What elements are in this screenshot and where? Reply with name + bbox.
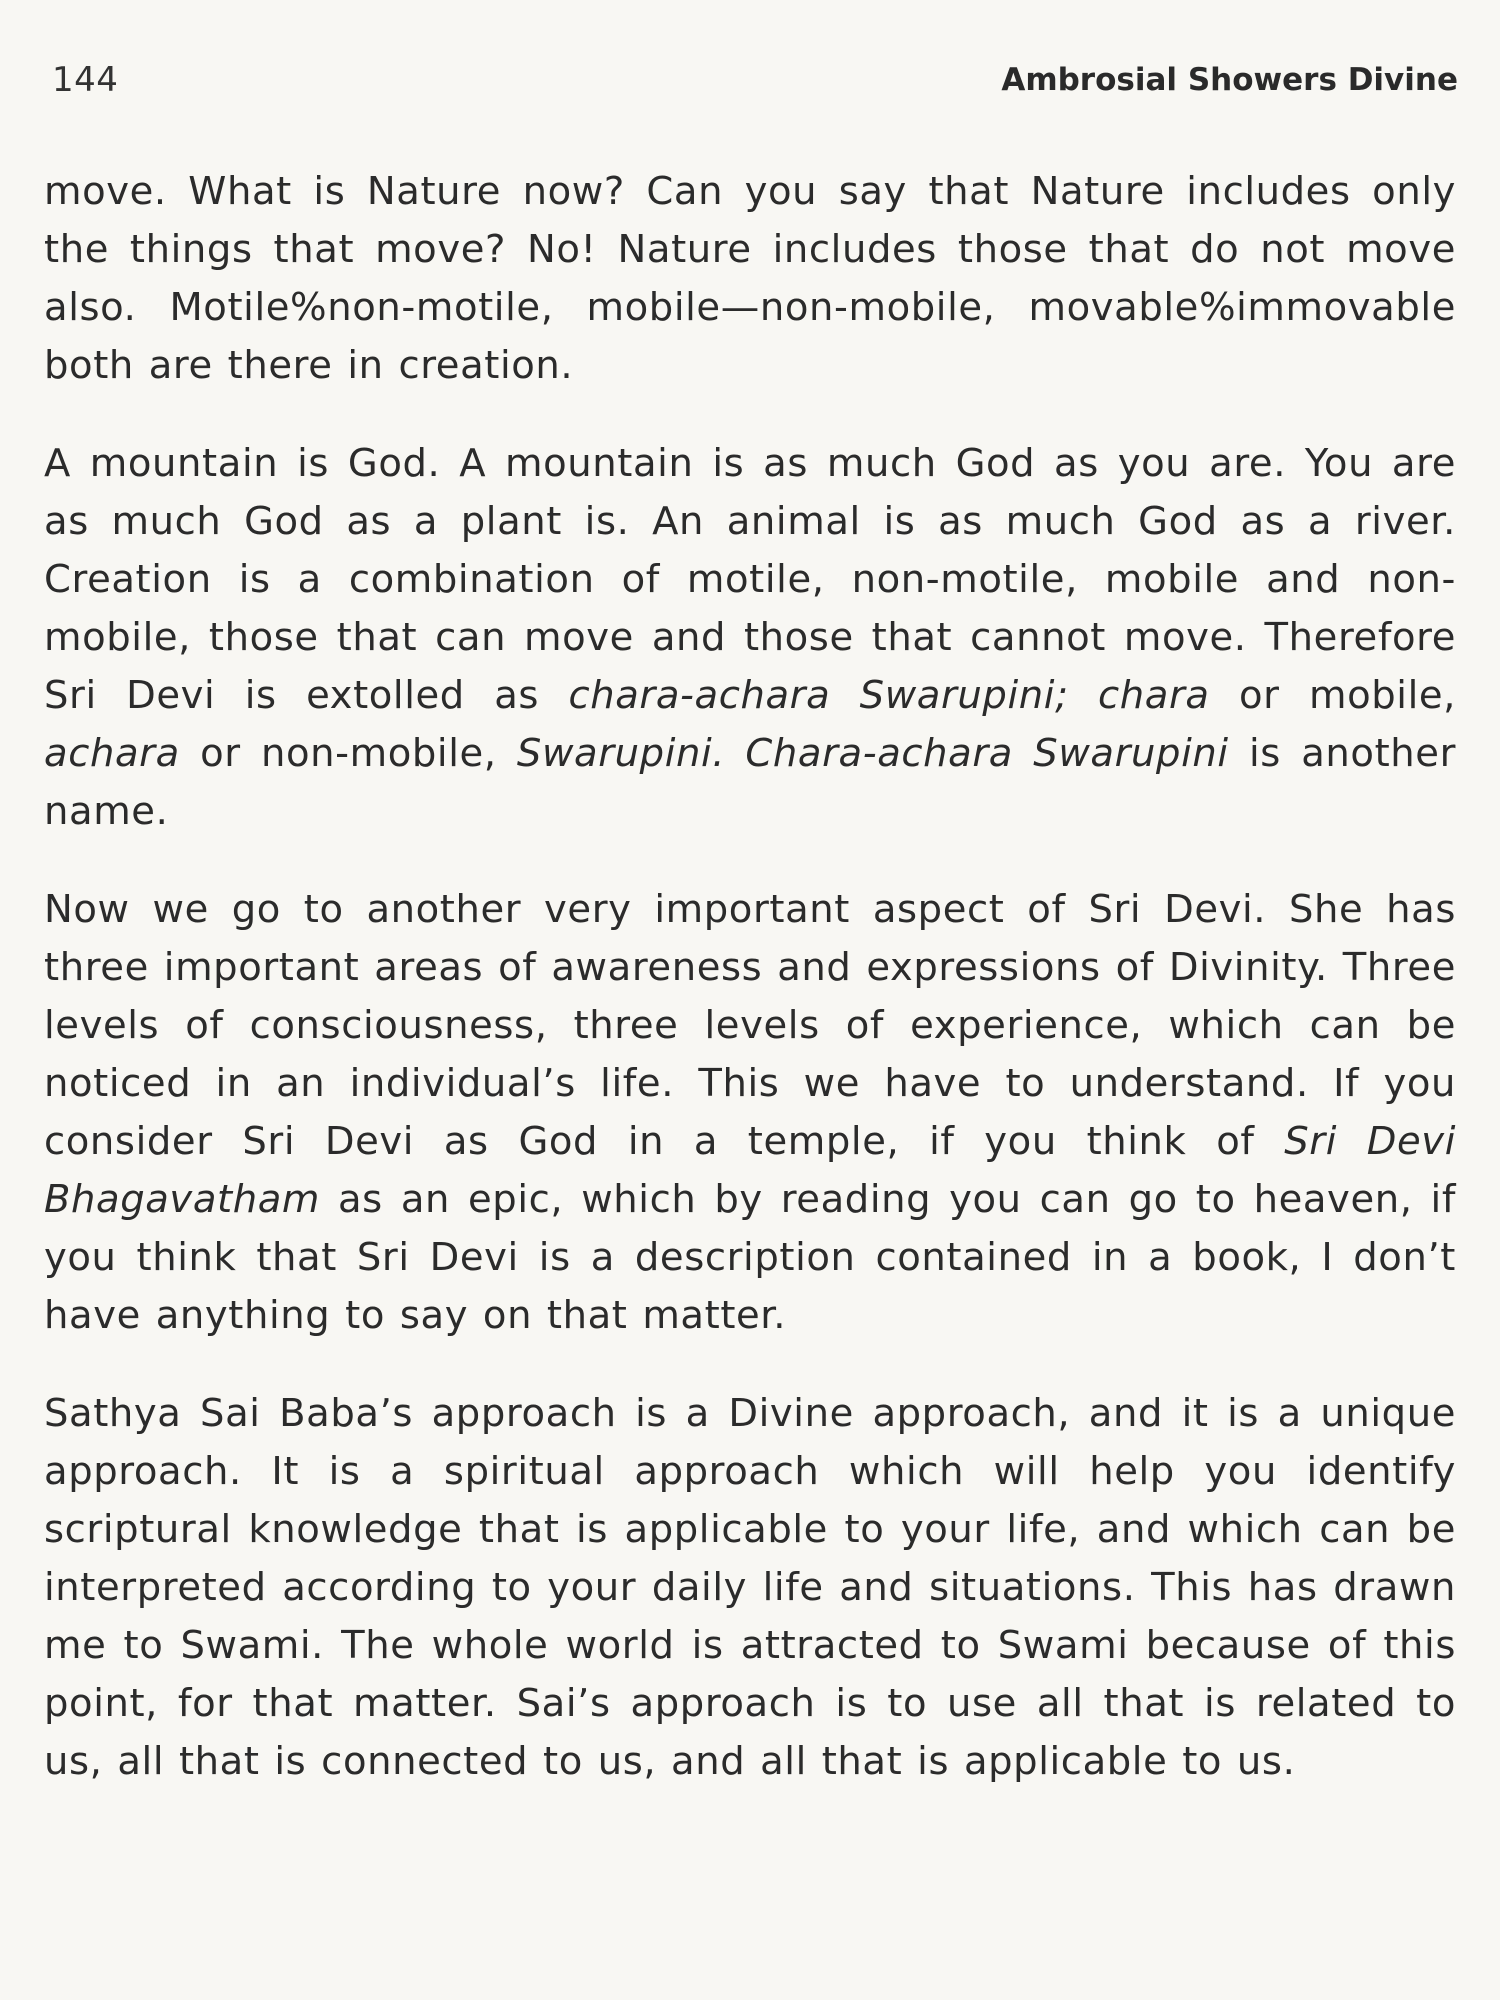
text-run: A mountain is God. A mountain is as much God as you are. You are as much God as a plant is. An animal is as much God as a river. Creation is a combination of motile, non-motile, mobile and non-mobile, those that can move and those that cannot move. Therefore Sri Devi is extolled as	[44, 441, 1456, 718]
paragraph-text: Sathya Sai Baba’s approach is a Divine approach, and it is a unique approach. It is a spiritual approach which will help you identify scriptural knowledge that is applicable to your life, and which can be interpreted according to your daily life and situations. This has drawn me to Swami. The whole world is attracted to Swami because of this point, for that matter. Sai’s approach is to use all that is related to us, all that is connected to us, and all that is applicable to us.	[44, 1391, 1456, 1784]
text-run: or mobile,	[1209, 673, 1456, 718]
text-run: or non-mobile,	[179, 731, 517, 776]
text-run	[1069, 673, 1098, 718]
paragraph-sai-approach	[44, 1385, 1456, 1791]
italic-term: chara-achara Swarupini;	[568, 673, 1069, 718]
italic-term: chara	[1098, 673, 1210, 718]
italic-term: Swarupini. Chara-achara Swarupini	[516, 731, 1229, 776]
italic-term: Sri Devi Bhagavatham	[44, 1119, 1456, 1222]
running-title: Ambrosial Showers Divine	[1001, 62, 1458, 98]
paragraph-text: move. What is Nature now? Can you say that Nature includes only the things that move? No! Nature includes those that do not move also. Motile%non-motile, mobile—non-mobile, movable%immovable both are there in creation.	[44, 169, 1456, 388]
paragraph-mountain	[44, 435, 1456, 841]
page-header	[52, 60, 1458, 110]
paragraph-sri-devi	[44, 881, 1456, 1345]
paragraph-nature	[44, 163, 1456, 395]
text-run: as an epic, which by reading you can go to heaven, if you think that Sri Devi is a description contained in a book, I don’t have anything to say on that matter.	[44, 1177, 1456, 1338]
italic-term: achara	[44, 731, 180, 776]
page-number: 144	[52, 60, 119, 100]
text-run: Now we go to another very important aspect of Sri Devi. She has three important areas of awareness and expressions of Divinity. Three levels of consciousness, three levels of experience, which can be noticed in an individual’s life. This we have to understand. If you consider Sri Devi as God in a temple, if you think of	[44, 887, 1456, 1164]
text-run: is another name.	[44, 731, 1456, 834]
body-text	[44, 163, 1456, 1831]
